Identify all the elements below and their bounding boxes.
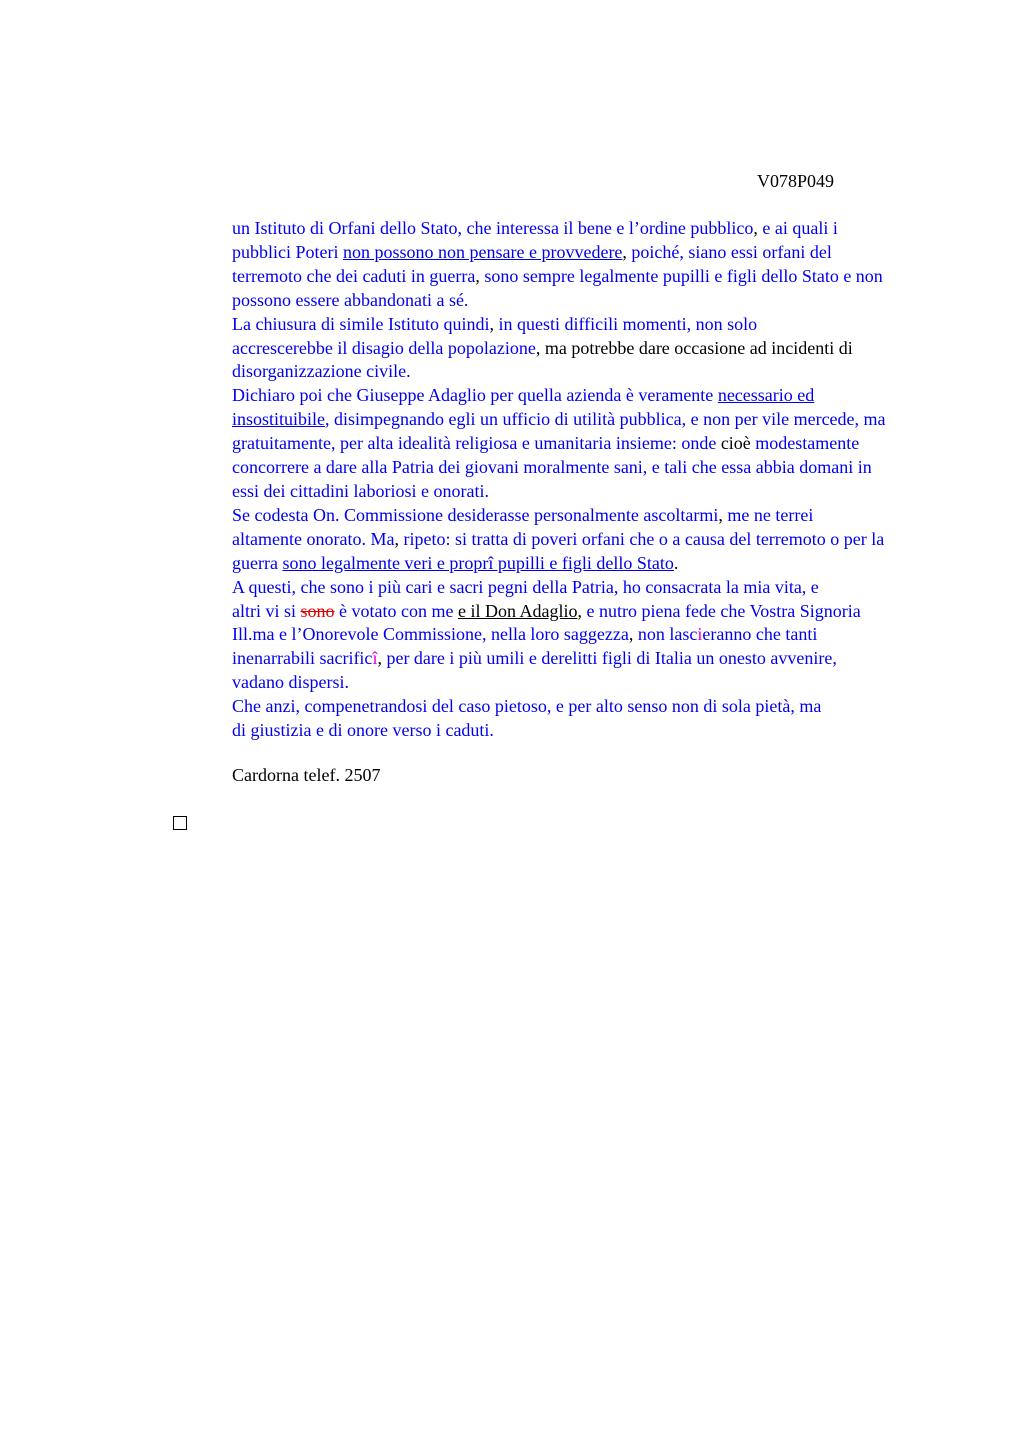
- text-run: , ma potrebbe dare occasione ad incidenti di: [535, 337, 853, 358]
- text-run: un Istituto di Orfani dello Stato, che interessa il bene e l’ordine pubblico: [232, 218, 754, 238]
- text-run: Che anzi, compenetrandosi del caso pietoso, e per alto senso non di sola pietà, ma: [232, 696, 822, 717]
- text-run: sono sempre legalmente pupilli e figli dello Stato e non: [484, 265, 883, 286]
- text-line: [171, 456, 941, 480]
- text-line: [171, 384, 941, 408]
- text-line: [171, 313, 941, 337]
- text-run: essi dei cittadini laboriosi e onorati.: [232, 480, 489, 501]
- text-run: , disimpegnando egli un ufficio di utilità pubblica, e non per vile mercede, ma: [325, 409, 886, 430]
- underlined-text: non possono non pensare e provvedere: [343, 241, 623, 262]
- paragraph: [171, 384, 941, 504]
- text-run: cioè: [720, 433, 751, 454]
- paragraph: [171, 313, 941, 385]
- paragraph: [171, 504, 941, 576]
- deleted-text: sono: [300, 600, 335, 621]
- text-line: [171, 671, 941, 695]
- text-run: accrescerebbe il disagio della popolazione: [232, 337, 536, 358]
- text-run: Ill.ma e l’Onorevole Commissione, nella loro saggezza: [232, 624, 629, 645]
- text-line: [171, 337, 941, 361]
- text-run: ,: [628, 624, 638, 645]
- text-line: [171, 241, 941, 265]
- text-line: [171, 600, 941, 624]
- text-run: vadano dispersi.: [232, 672, 349, 693]
- inserted-letter: î: [372, 648, 378, 669]
- text-run: gratuitamente, per alta idealità religiosa e umanitaria insieme: onde: [232, 433, 721, 454]
- paragraph: [171, 695, 941, 743]
- text-run: me ne terrei: [727, 504, 814, 525]
- text-run: inenarrabili sacrific: [232, 648, 373, 669]
- text-run: ,: [718, 504, 728, 525]
- text-run: Se codesta On. Commissione desiderasse personalmente ascoltarmi: [232, 504, 719, 525]
- text-line: [171, 528, 941, 552]
- text-line: [171, 695, 941, 719]
- text-run: ,: [622, 241, 632, 262]
- text-run: possono essere abbandonati a sé.: [232, 289, 469, 310]
- underlined-text: e il Don Adaglio: [457, 600, 578, 621]
- text-run: modestamente: [750, 433, 860, 454]
- text-line: [171, 552, 941, 576]
- inserted-letter: i: [697, 624, 703, 645]
- text-run: non lasc: [637, 624, 698, 645]
- text-run: ,: [377, 648, 387, 669]
- text-run: in questi difficili momenti, non solo: [498, 313, 758, 334]
- page-id: V078P049: [757, 171, 835, 191]
- text-run: eranno che tanti: [702, 624, 818, 645]
- text-line: [171, 623, 941, 647]
- footer-note: Cardorna telef. 2507: [232, 765, 381, 785]
- text-run: ,: [394, 528, 404, 549]
- text-run: A questi, che sono i più cari e sacri pegni della Patria, ho consacrata la mia vita, e: [232, 576, 819, 597]
- text-line: [171, 719, 941, 743]
- text-line: [171, 480, 941, 504]
- text-run: per dare i più umili e derelitti figli di Italia un onesto avvenire,: [386, 648, 837, 669]
- text-run: ,: [489, 313, 499, 334]
- text-run: .: [673, 552, 679, 573]
- text-run: ,: [475, 265, 485, 286]
- text-run: e nutro piena fede che Vostra Signoria: [586, 600, 861, 621]
- text-run: ,: [577, 600, 587, 621]
- text-line: [171, 647, 941, 671]
- text-run: poiché, siano essi orfani del: [631, 241, 832, 262]
- text-line: [171, 289, 941, 313]
- underlined-text: sono legalmente veri e proprî pupilli e figli dello Stato: [282, 552, 674, 573]
- text-run: terremoto che dei caduti in guerra: [232, 265, 476, 286]
- underlined-text: insostituibile: [232, 409, 326, 430]
- text-run: altamente onorato. Ma: [232, 528, 395, 549]
- text-run: guerra: [232, 552, 283, 573]
- paragraph: [171, 576, 941, 696]
- text-line: [171, 265, 941, 289]
- text-run: di giustizia e di onore verso i caduti.: [232, 720, 494, 741]
- text-line: [171, 576, 941, 600]
- text-run: ripeto: si tratta di poveri orfani che o a causa del terremoto o per la: [403, 528, 885, 549]
- text-run: e ai quali i: [762, 218, 838, 238]
- underlined-text: necessario ed: [717, 385, 815, 406]
- text-run: altri vi si: [232, 600, 301, 621]
- text-run: La chiusura di simile Istituto quindi: [232, 313, 490, 334]
- letter-body: [171, 217, 941, 743]
- text-run: ,: [753, 218, 763, 238]
- square-box-icon: [173, 816, 187, 830]
- text-run: disorganizzazione civile.: [232, 361, 411, 382]
- text-run: è votato con me: [334, 600, 458, 621]
- text-line: [171, 217, 941, 241]
- text-line: [171, 432, 941, 456]
- text-run: pubblici Poteri: [232, 241, 343, 262]
- text-run: Dichiaro poi che Giuseppe Adaglio per quella azienda è veramente: [232, 385, 718, 406]
- text-line: [171, 504, 941, 528]
- text-line: [171, 360, 941, 384]
- text-run: concorrere a dare alla Patria dei giovani moralmente sani, e tali che essa abbia domani in: [232, 457, 872, 478]
- text-line: [171, 408, 941, 432]
- paragraph: [171, 217, 941, 313]
